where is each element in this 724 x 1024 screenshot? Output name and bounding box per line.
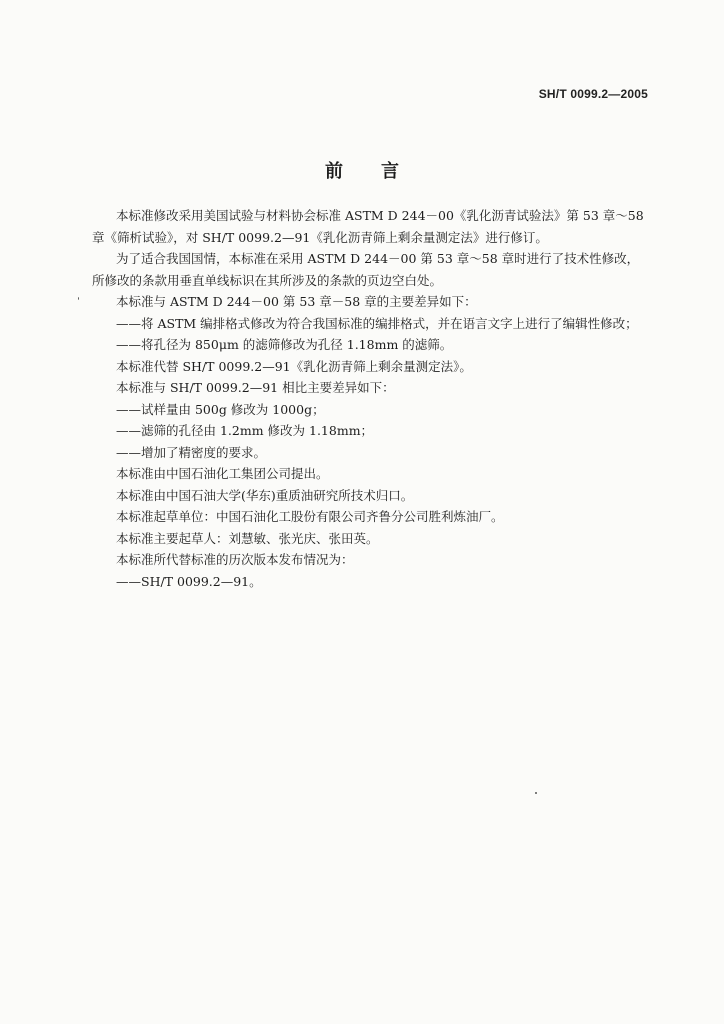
paragraph-proposed-by: 本标准由中国石油化工集团公司提出。	[116, 466, 329, 481]
paragraph-drafters: 本标准主要起草人：刘慧敏、张光庆、张田英。	[116, 530, 379, 546]
list-item-format-change: ——将 ASTM 编排格式修改为符合我国标准的编排格式，并在语言文字上进行了编辑性修改；	[116, 315, 638, 331]
scan-speck	[535, 792, 537, 794]
paragraph-national-conditions: 为了适合我国国情，本标准在采用 ASTM D 244－00 第 53 章～58 章时进行了技术性修改，所修改的条款用垂直单线标识在其所涉及的条款的页边空白处。	[92, 251, 640, 288]
paragraph-replaces: 本标准代替 SH/T 0099.2—91《乳化沥青筛上剩余量测定法》。	[116, 358, 472, 374]
list-item-sieve-change: ——将孔径为 850μm 的滤筛修改为孔径 1.18mm 的滤筛。	[116, 337, 453, 352]
paragraph-differences-astm: 本标准与 ASTM D 244－00 第 53 章－58 章的主要差异如下：	[116, 294, 477, 309]
list-item-sample-amount: ——试样量由 500g 修改为 1000g；	[116, 401, 325, 417]
paragraph-adoption: 本标准修改采用美国试验与材料协会标准 ASTM D 244－00《乳化沥青试验法》第 53 章～58 章《筛析试验》，对 SH/T 0099.2—91《乳化沥青筛上剩余量测定法》进行修订。	[92, 208, 644, 245]
list-item-precision: ——增加了精密度的要求。	[116, 444, 267, 460]
scan-speck	[78, 297, 79, 300]
foreword-body	[92, 205, 650, 592]
paragraph-previous-editions: 本标准所代替标准的历次版本发布情况为：	[116, 552, 354, 567]
standard-code-header: SH/T 0099.2—2005	[538, 87, 648, 101]
list-item-previous-edition: ——SH/T 0099.2—91。	[116, 573, 262, 589]
paragraph-drafting-unit: 本标准起草单位：中国石油化工股份有限公司齐鲁分公司胜利炼油厂。	[116, 509, 504, 524]
list-item-sieve-aperture: ——滤筛的孔径由 1.2mm 修改为 1.18mm；	[116, 423, 374, 438]
paragraph-centralized-by: 本标准由中国石油大学(华东)重质油研究所技术归口。	[116, 487, 414, 503]
paragraph-differences-old: 本标准与 SH/T 0099.2—91 相比主要差异如下：	[116, 380, 395, 395]
page-title: 前言	[325, 161, 437, 182]
